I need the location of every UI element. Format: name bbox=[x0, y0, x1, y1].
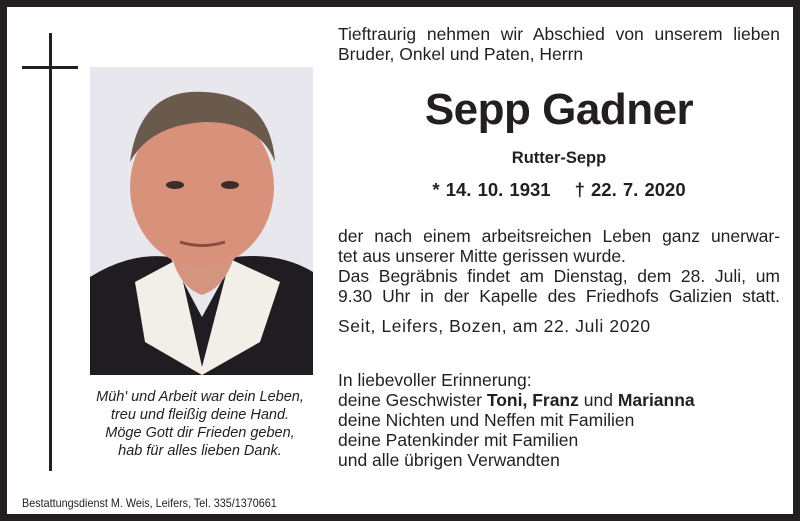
text: und bbox=[583, 390, 613, 410]
nickname: Rutter-Sepp bbox=[511, 149, 607, 167]
sibling-name: Marianna bbox=[617, 390, 695, 410]
mourners-line: und alle übrigen Verwandten bbox=[338, 450, 560, 470]
paragraph-1 bbox=[338, 226, 780, 266]
death-date: † 22. 7. 2020 bbox=[574, 179, 686, 200]
life-dates bbox=[338, 179, 780, 201]
siblings-line bbox=[338, 390, 780, 410]
mourners-line: deine Nichten und Neffen mit Familien bbox=[338, 410, 635, 430]
obituary-notice bbox=[7, 7, 793, 514]
cross-icon bbox=[49, 33, 52, 471]
mourners-intro: In liebevoller Erinnerung: bbox=[338, 370, 532, 390]
deceased-name: Sepp Gadner bbox=[424, 85, 694, 134]
text-line: 9.30 Uhr in der Kapelle des Friedhofs Galizien statt. bbox=[338, 286, 780, 306]
funeral-service-footer: Bestattungsdienst M. Weis, Leifers, Tel. 335/1370661 bbox=[22, 496, 277, 510]
text-line: Das Begräbnis findet am Dienstag, dem 28. Juli, um bbox=[338, 266, 780, 286]
sibling-names: Toni, Franz bbox=[486, 390, 579, 410]
mourners-list bbox=[338, 370, 780, 470]
portrait-photo bbox=[90, 67, 313, 375]
text-line: der nach einem arbeitsreichen Leben ganz unerwar- bbox=[338, 226, 780, 246]
memorial-verse bbox=[67, 388, 333, 460]
verse-line: Müh' und Arbeit war dein Leben, bbox=[96, 389, 304, 405]
intro-line: Tieftraurig nehmen wir Abschied von unserem lieben bbox=[338, 24, 780, 44]
verse-line: treu und fleißig deine Hand. bbox=[110, 407, 290, 423]
intro-text bbox=[338, 24, 780, 64]
cross-icon-bar bbox=[22, 66, 78, 69]
verse-line: hab für alles lieben Dank. bbox=[118, 443, 282, 459]
text-line: tet aus unserer Mitte gerissen wurde. bbox=[338, 246, 626, 266]
mourners-line: deine Patenkinder mit Familien bbox=[338, 430, 579, 450]
intro-line: Bruder, Onkel und Paten, Herrn bbox=[338, 44, 584, 64]
verse-line: Möge Gott dir Frieden geben, bbox=[105, 425, 295, 441]
birth-date: * 14. 10. 1931 bbox=[432, 179, 551, 200]
text: deine Geschwister bbox=[338, 390, 482, 410]
place-date: Seit, Leifers, Bozen, am 22. Juli 2020 bbox=[338, 316, 651, 336]
funeral-info bbox=[338, 266, 780, 306]
